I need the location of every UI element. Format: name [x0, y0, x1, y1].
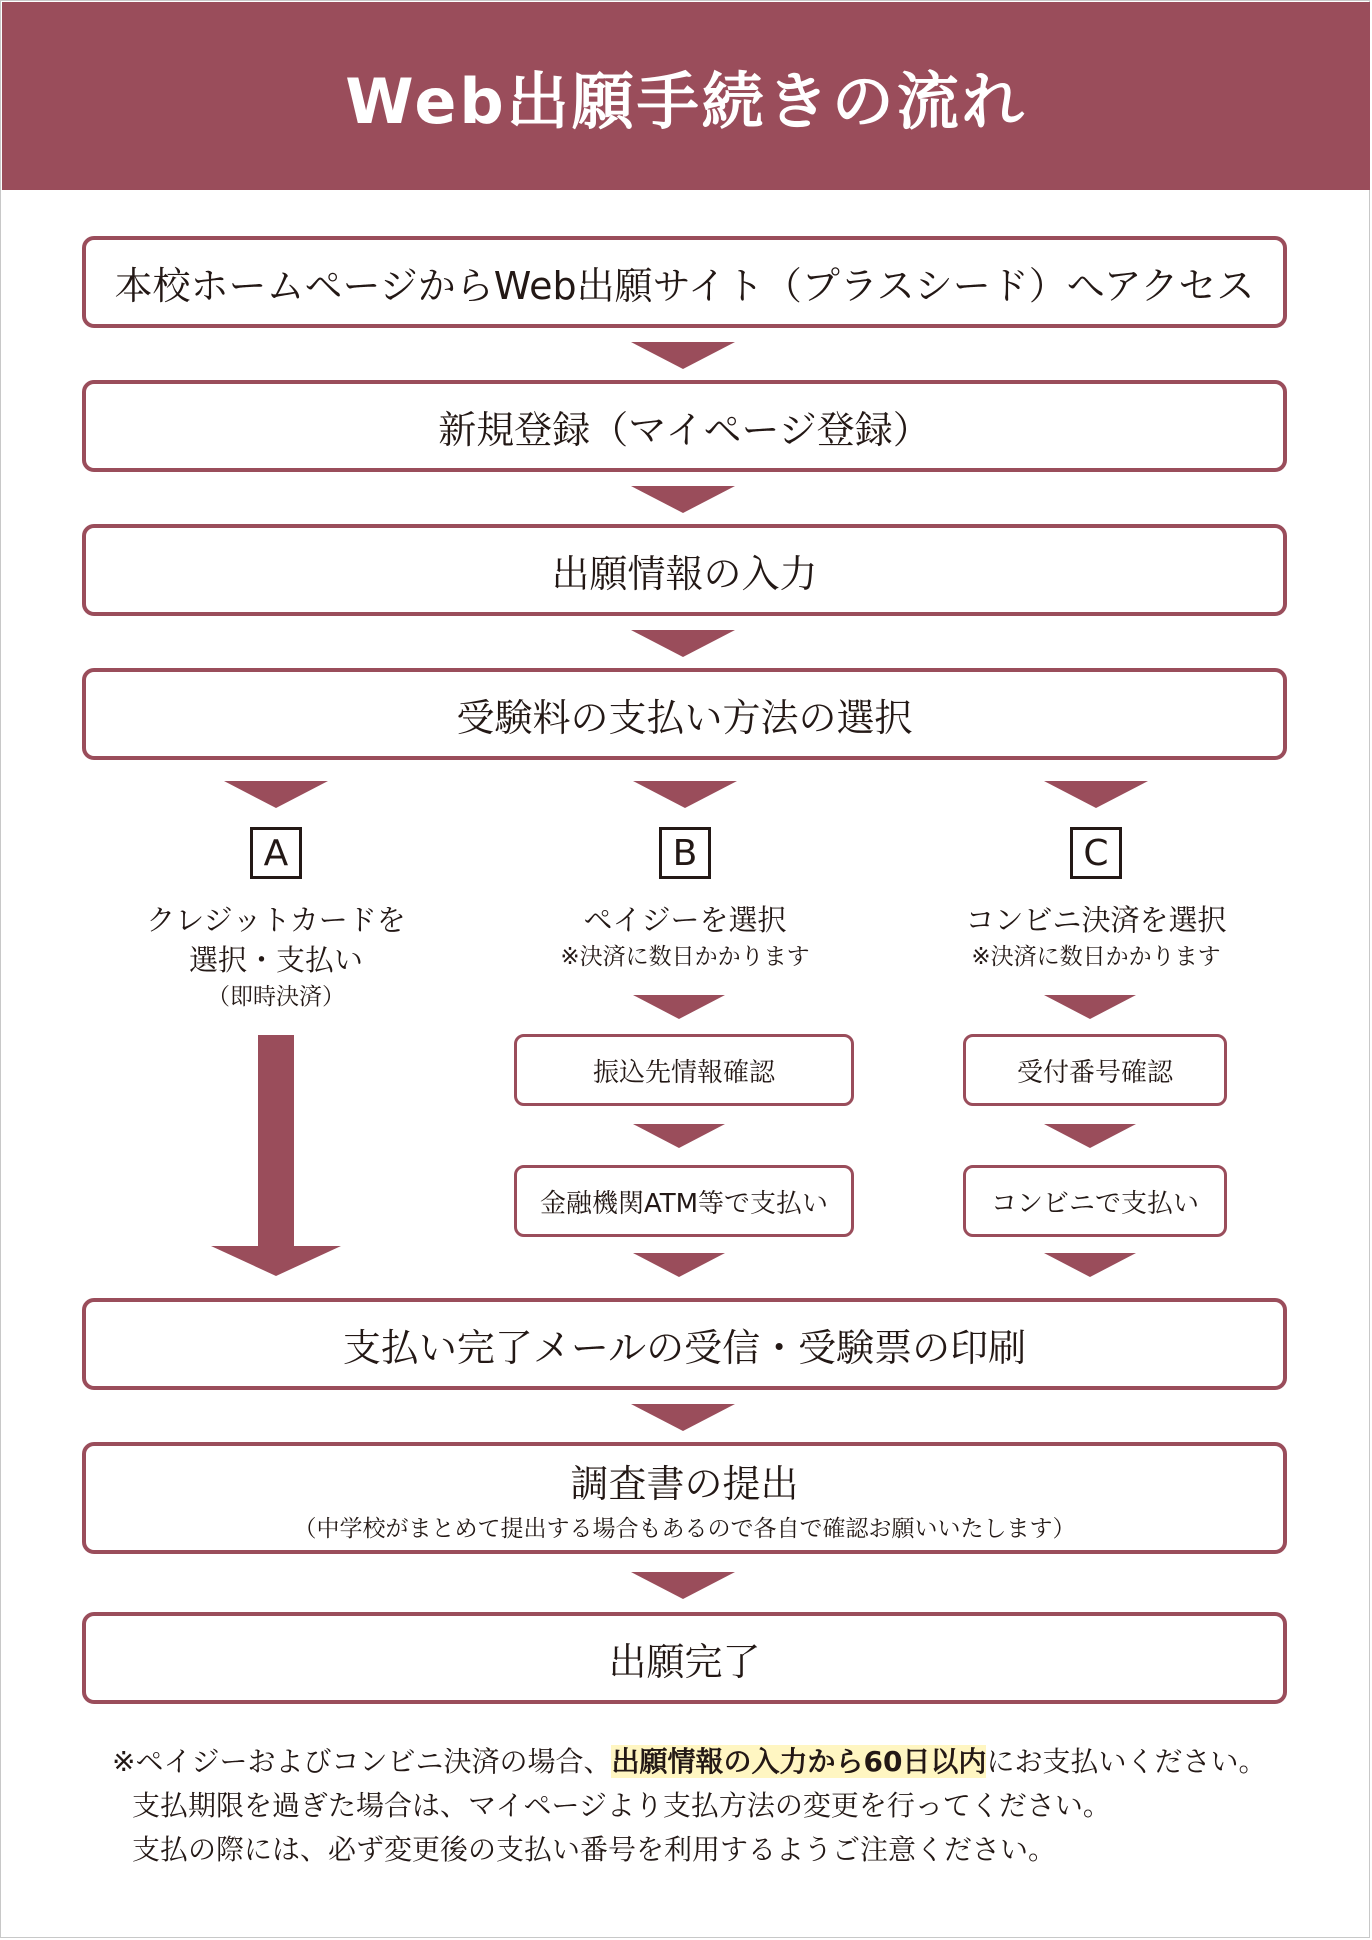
notes-line1: [112, 1740, 1312, 1784]
notes-line3: 支払の際には、必ず変更後の支払い番号を利用するようご注意ください。: [132, 1833, 1057, 1866]
step-register: [82, 380, 1287, 472]
branch-c-text: [916, 900, 1276, 974]
step-access: [82, 236, 1287, 328]
step-receive: [82, 1298, 1287, 1390]
arrow-down-icon: [1044, 781, 1148, 808]
step-payment-method: [82, 668, 1287, 760]
arrow-down-icon: [224, 781, 328, 808]
arrow-down-icon: [631, 630, 735, 657]
step-payment-method-label: 受験料の支払い方法の選択: [456, 695, 913, 740]
branch-a-line2: 選択・支払い: [188, 943, 363, 977]
arrow-down-icon: [633, 995, 725, 1019]
arrow-shaft: [258, 1035, 294, 1248]
step-complete-label: 出願完了: [608, 1639, 761, 1684]
branch-a-note: （即時決済）: [207, 984, 345, 1010]
page-title: Web出願手続きの流れ: [2, 2, 1370, 190]
arrow-down-icon: [211, 1246, 341, 1276]
arrow-down-icon: [1044, 1124, 1136, 1148]
step-report-note: （中学校がまとめて提出する場合もあるので各自で確認お願いいたします）: [293, 1516, 1076, 1542]
branch-c-line1: コンビニ決済を選択: [965, 903, 1227, 937]
branch-c-note: ※決済に数日かかります: [971, 944, 1221, 970]
arrow-down-icon: [633, 1253, 725, 1277]
notes-line1-pre: ※ペイジーおよびコンビニ決済の場合、: [112, 1745, 612, 1778]
arrow-down-icon: [631, 1572, 735, 1599]
branch-c-box1-label: 受付番号確認: [1016, 1057, 1173, 1088]
step-report: [82, 1442, 1287, 1554]
arrow-down-icon: [633, 781, 737, 808]
branch-a-line1: クレジットカードを: [146, 903, 406, 937]
step-report-title: 調査書の提出: [570, 1462, 799, 1506]
branch-b-box1-label: 振込先情報確認: [592, 1057, 775, 1088]
branch-a-letter: A: [250, 827, 302, 879]
branch-a-text: [96, 900, 456, 1014]
notes-line2: 支払期限を過ぎた場合は、マイページより支払方法の変更を行ってください。: [132, 1789, 1111, 1822]
branch-c-letter: C: [1070, 827, 1122, 879]
arrow-down-icon: [631, 342, 735, 369]
branch-c-box2: [963, 1165, 1227, 1237]
step-complete: [82, 1612, 1287, 1704]
branch-b-text: [505, 900, 865, 974]
branch-b-box2: [514, 1165, 854, 1237]
branch-c-box1: [963, 1034, 1227, 1106]
branch-b-box1: [514, 1034, 854, 1106]
branch-b-letter: B: [659, 827, 711, 879]
arrow-down-icon: [1044, 1253, 1136, 1277]
branch-b-box2-label: 金融機関ATM等で支払い: [539, 1188, 829, 1219]
step-access-label: 本校ホームページからWeb出願サイト（プラスシード）へアクセス: [114, 263, 1255, 308]
arrow-down-icon: [631, 1404, 735, 1431]
step-input: [82, 524, 1287, 616]
notes-line1-highlight: 出願情報の入力から60日以内: [611, 1745, 987, 1778]
step-receive-label: 支払い完了メールの受信・受験票の印刷: [342, 1325, 1027, 1370]
step-input-label: 出願情報の入力: [551, 551, 818, 596]
arrow-down-icon: [633, 1124, 725, 1148]
branch-b-line1: ペイジーを選択: [583, 903, 787, 937]
notes-line1-post: にお支払いください。: [986, 1745, 1267, 1778]
notes: [112, 1740, 1312, 1872]
branch-b-note: ※決済に数日かかります: [560, 944, 810, 970]
arrow-down-icon: [631, 486, 735, 513]
arrow-down-icon: [1044, 995, 1136, 1019]
step-register-label: 新規登録（マイページ登録）: [438, 407, 931, 452]
branch-c-box2-label: コンビニで支払い: [990, 1188, 1199, 1219]
